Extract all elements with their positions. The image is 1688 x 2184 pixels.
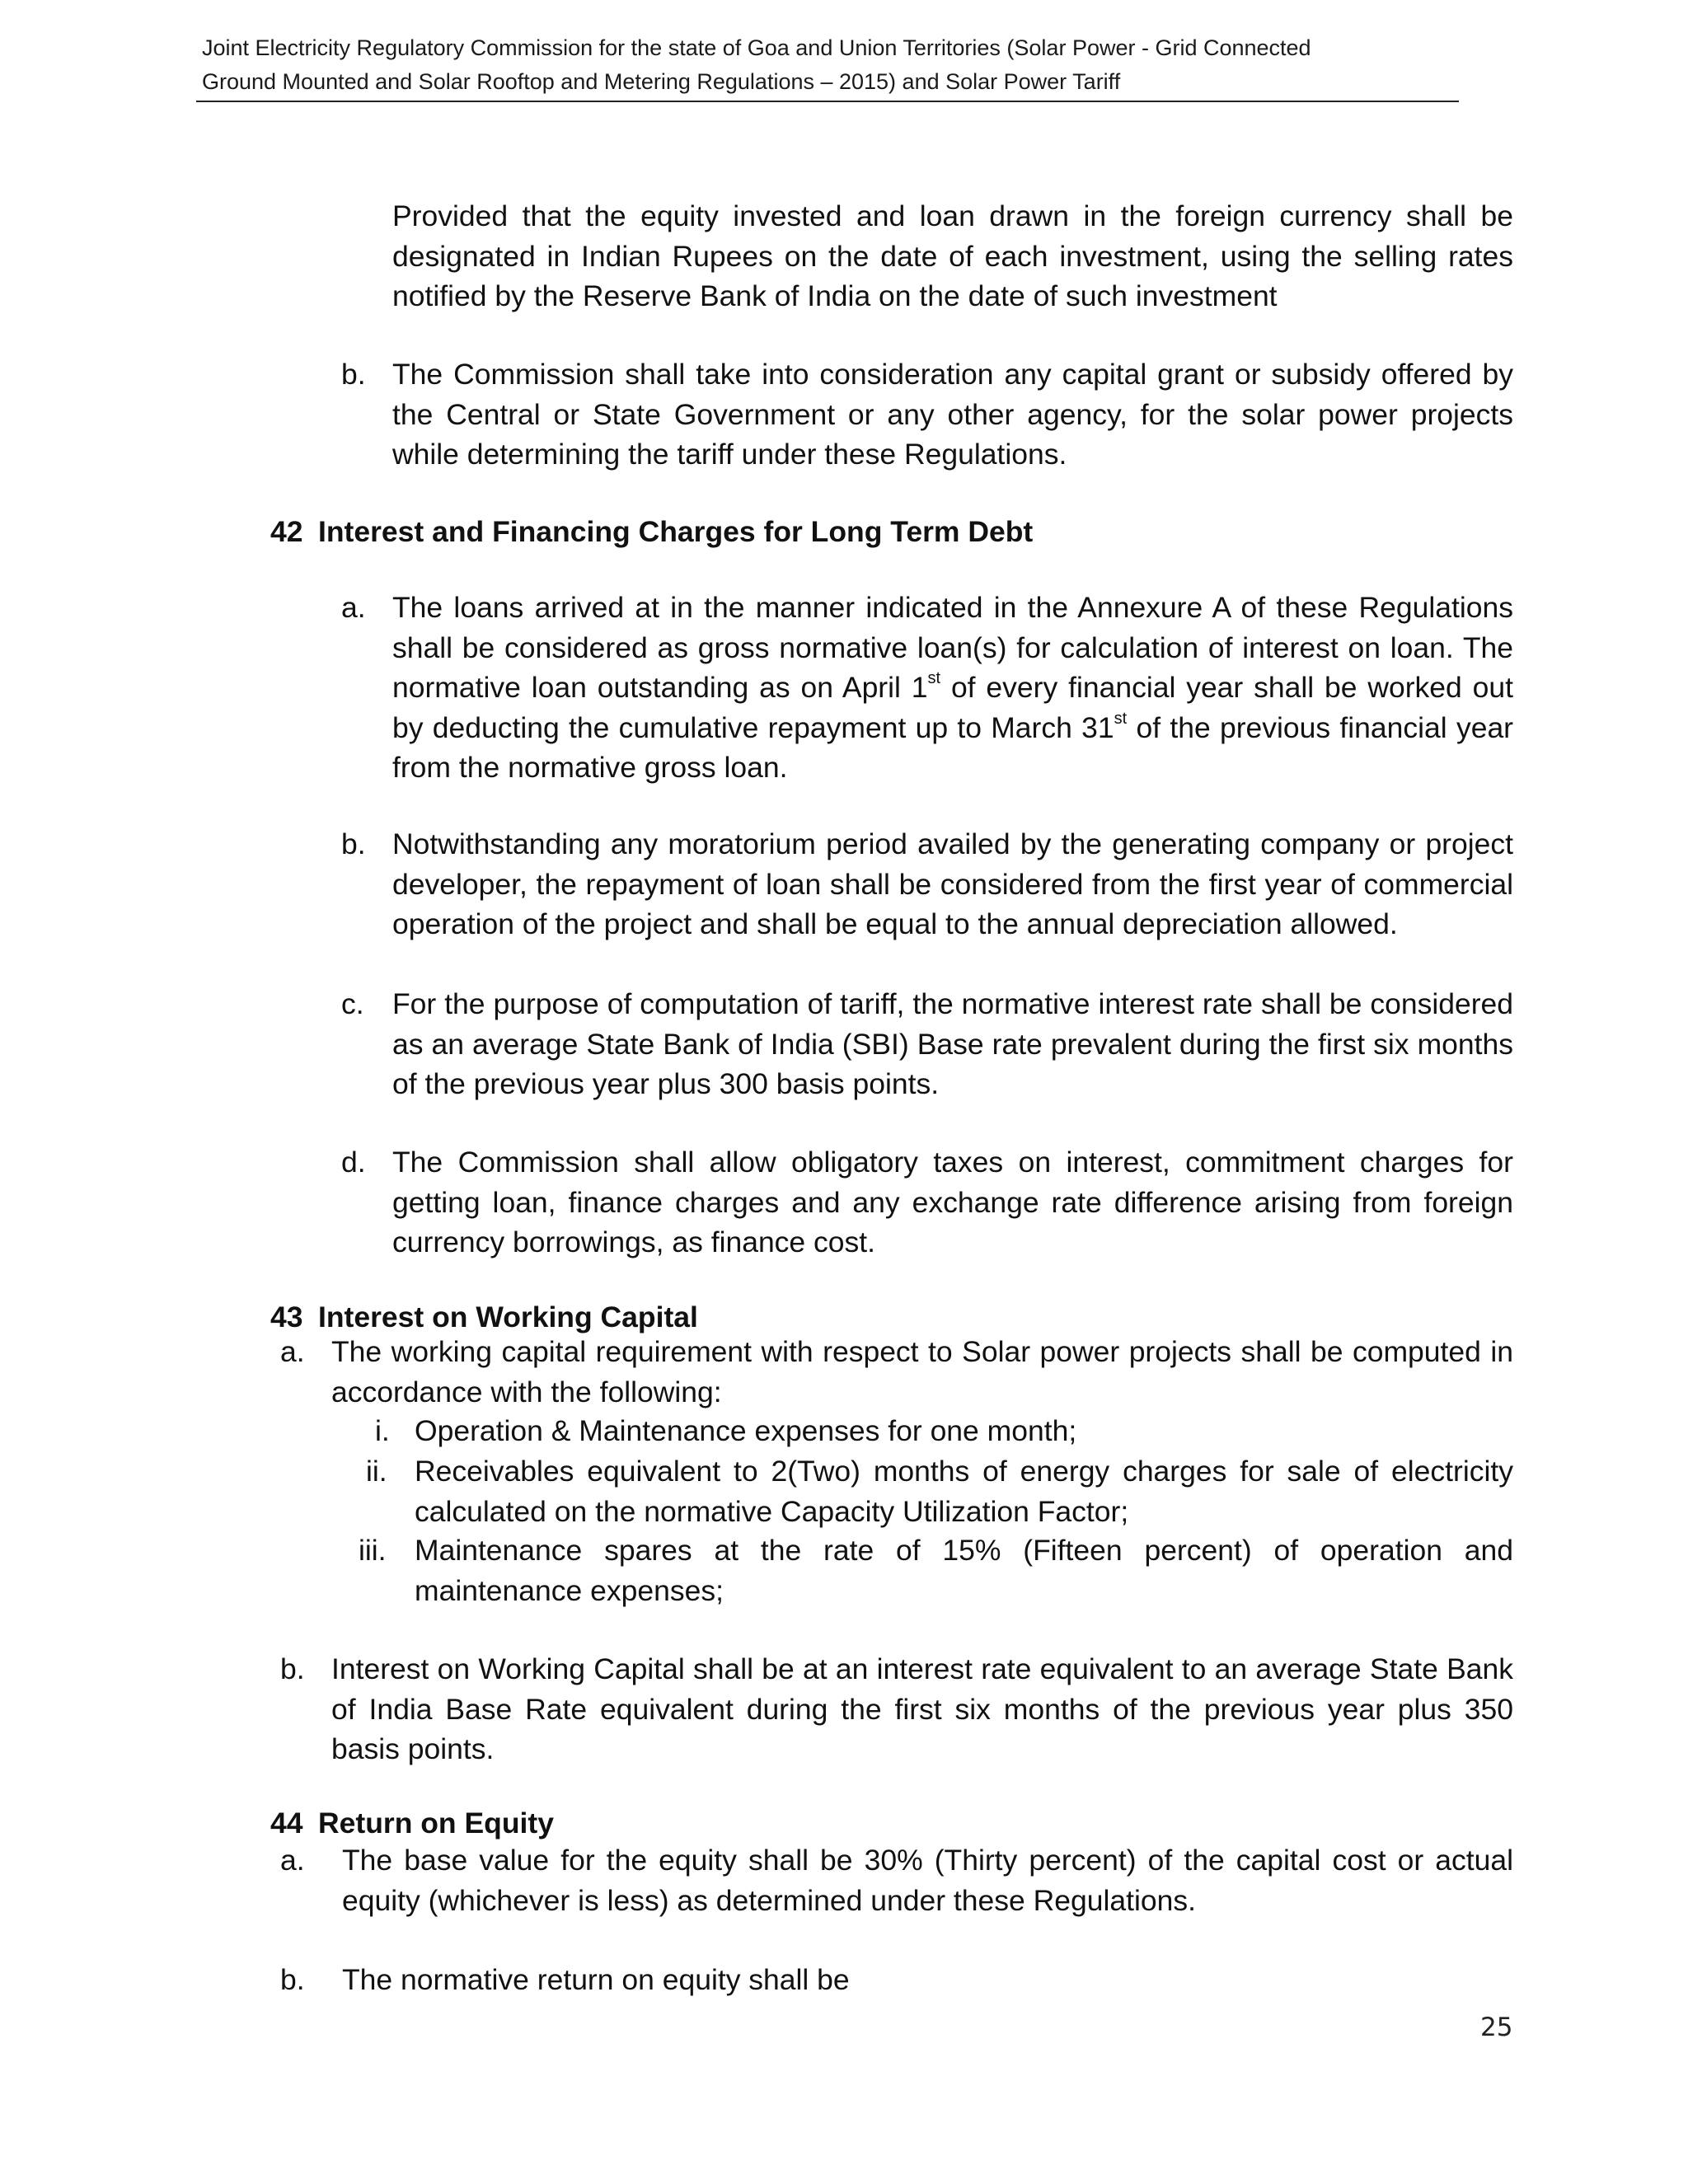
- superscript: st: [1114, 709, 1128, 728]
- list-item-text: The base value for the equity shall be 30% (Thirty percent) of the capital cost or actual equity (whichever is less) as determined under these Regulations.: [342, 1844, 1513, 1917]
- header-divider: [196, 101, 1459, 102]
- section-number: 43: [270, 1301, 303, 1333]
- section-title: Return on Equity: [318, 1807, 554, 1840]
- running-header: [202, 31, 1459, 99]
- list-item-text: The normative return on equity shall be: [342, 1963, 850, 1996]
- proviso-paragraph: Provided that the equity invested and loan drawn in the foreign currency shall be designated in Indian Rupees on the date of each investment, using the selling rates notified by the Reserve Bank of India on the date of such investment: [392, 199, 1513, 312]
- section-number: 42: [270, 515, 303, 548]
- superscript: st: [927, 669, 941, 688]
- page-number: 25: [1480, 2013, 1513, 2042]
- list-marker: a.: [341, 591, 366, 624]
- sublist-item-text: Maintenance spares at the rate of 15% (Fifteen percent) of operation and maintenance expenses;: [415, 1534, 1513, 1607]
- list-item-text: [392, 588, 1513, 788]
- list-marker: d.: [341, 1146, 366, 1179]
- list-item-text: The Commission shall take into consideration any capital grant or subsidy offered by the Central or State Government or any other agency, for the solar power projects while determining the tariff under these Regulations.: [392, 358, 1513, 471]
- sublist-marker: ii.: [366, 1455, 387, 1488]
- list-marker: a.: [280, 1844, 305, 1877]
- list-item-text: The Commission shall allow obligatory taxes on interest, commitment charges for getting loan, finance charges and any exchange rate difference arising from foreign currency borrowings, as finance cost.: [392, 1146, 1513, 1258]
- list-item-text: Interest on Working Capital shall be at an interest rate equivalent to an average State Bank of India Base Rate equivalent during the first six months of the previous year plus 350 basis points.: [331, 1652, 1513, 1765]
- header-line-1: Joint Electricity Regulatory Commission for the state of Goa and Union Territories (Solar Power - Grid Connected: [202, 35, 1311, 60]
- list-marker: c.: [341, 987, 364, 1020]
- list-item-text: For the purpose of computation of tariff, the normative interest rate shall be considered as an average State Bank of India (SBI) Base rate prevalent during the first six months of the previous year plus 300 basis points.: [392, 987, 1513, 1100]
- list-marker: b.: [280, 1963, 305, 1996]
- list-marker: b.: [341, 827, 366, 860]
- section-heading: [270, 1803, 554, 1844]
- section-title: Interest and Financing Charges for Long Term Debt: [318, 515, 1034, 548]
- header-line-2: Ground Mounted and Solar Rooftop and Metering Regulations – 2015) and Solar Power Tariff: [202, 69, 1121, 94]
- sublist-marker: i.: [375, 1414, 390, 1447]
- list-marker: b.: [280, 1652, 305, 1685]
- text-run: The loans arrived at in the manner indicated in the Annexure A of these Regulations shall be considered as gross normative loan(s) for calculation of interest on loan. The normative loan outstanding as on April 1: [392, 591, 1513, 704]
- text-run: of the previous financial year from the normative gross loan.: [392, 710, 1514, 784]
- list-item-text: Notwithstanding any moratorium period availed by the generating company or project developer, the repayment of loan shall be considered from the first year of commercial operation of the project and shall be equal to the annual depreciation allowed.: [392, 827, 1513, 940]
- section-heading: [270, 512, 1033, 552]
- sublist-item-text: Receivables equivalent to 2(Two) months of energy charges for sale of electricity calculated on the normative Capacity Utilization Factor;: [415, 1455, 1513, 1528]
- list-item-text: The working capital requirement with respect to Solar power projects shall be computed in accordance with the following:: [331, 1335, 1513, 1408]
- list-marker: a.: [280, 1335, 305, 1368]
- section-title: Interest on Working Capital: [318, 1301, 698, 1333]
- sublist-item-text: Operation & Maintenance expenses for one month;: [415, 1414, 1077, 1447]
- text-run: of every financial year shall be worked out by deducting the cumulative repayment up to March 31: [392, 671, 1513, 744]
- list-marker: b.: [341, 358, 366, 391]
- sublist-marker: iii.: [359, 1534, 387, 1567]
- section-number: 44: [270, 1807, 303, 1840]
